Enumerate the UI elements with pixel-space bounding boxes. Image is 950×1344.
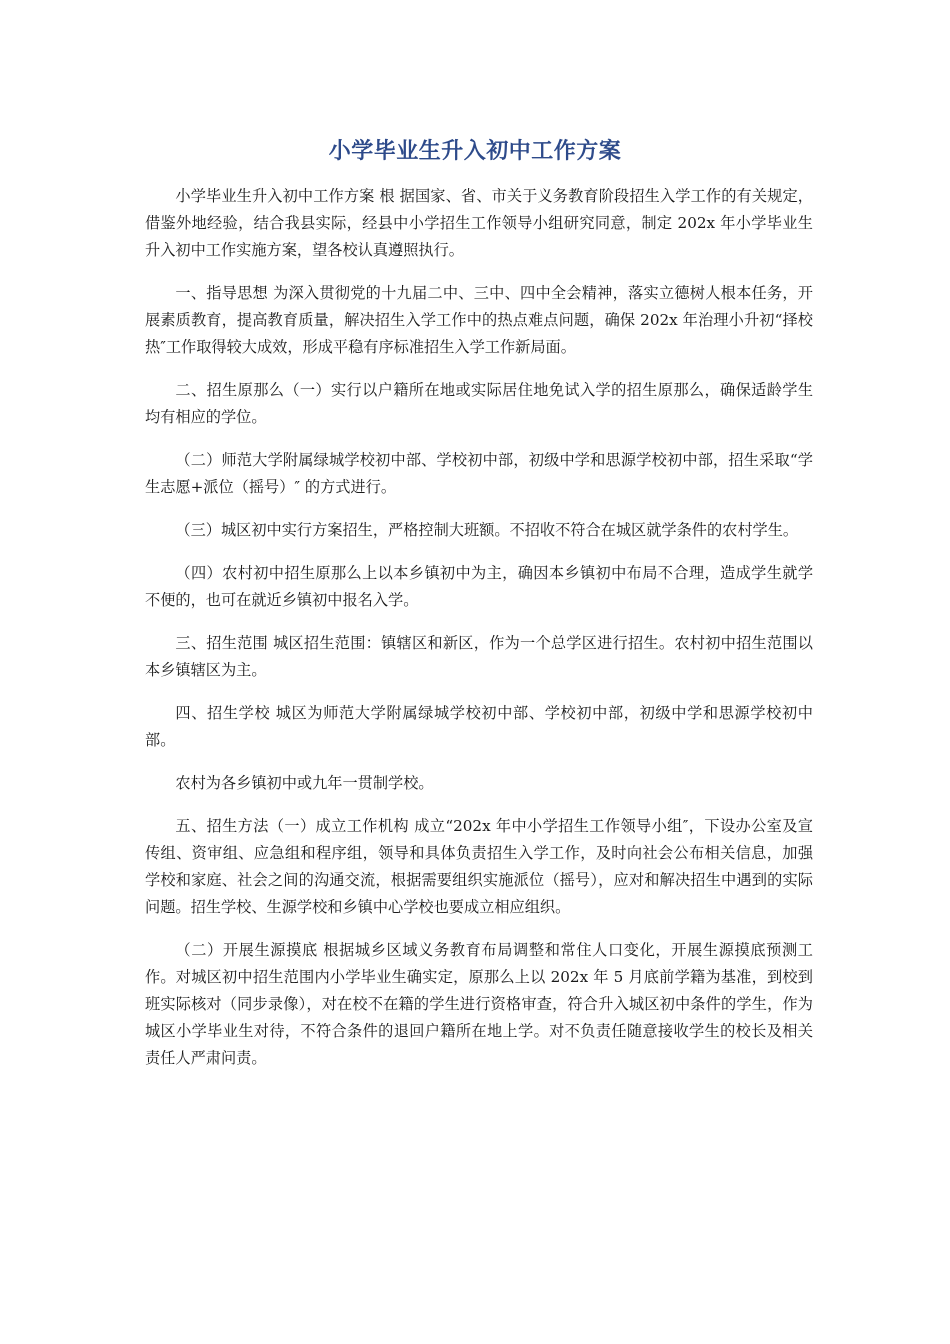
paragraph-rural-schools: 农村为各乡镇初中或九年一贯制学校。 xyxy=(175,774,434,792)
paragraph-intro: 小学毕业生升入初中工作方案 根 据国家、省、市关于义务教育阶段招生入学工作的有关规定，借鉴外地经验，结合我县实际，经县中小学招生工作领导小组研究同意，制定 202x 年小学毕业生升入初中工作实施方案，望各校认真遵照执行。 xyxy=(145,187,813,259)
document-title: 小学毕业生升入初中工作方案 xyxy=(328,139,622,164)
paragraph-principle-1: 二、招生原那么（一）实行以户籍所在地或实际居住地免试入学的招生原那么，确保适龄学生均有相应的学位。 xyxy=(145,381,813,426)
paragraph-schools: 四、招生学校 城区为师范大学附属绿城学校初中部、学校初中部，初级中学和思源学校初中部。 xyxy=(145,704,813,749)
paragraph-principle-2: （二）师范大学附属绿城学校初中部、学校初中部，初级中学和思源学校初中部，招生采取“学生志愿+派位（摇号）″ 的方式进行。 xyxy=(145,451,813,496)
paragraph-method-1: 五、招生方法（一）成立工作机构 成立“202x 年中小学招生工作领导小组″，下设办公室及宣传组、资审组、应急组和程序组，领导和具体负责招生入学工作，及时向社会公布相关信息，加强学校和家庭、社会之间的沟通交流，根据需要组织实施派位（摇号），应对和解决招生中遇到的实际问题。招生学校、生源学校和乡镇中心学校也要成立相应组织。 xyxy=(145,817,813,916)
paragraph-method-2: （二）开展生源摸底 根据城乡区域义务教育布局调整和常住人口变化，开展生源摸底预测工作。对城区初中招生范围内小学毕业生确实定，原那么上以 202x 年 5 月底前学籍为基准，到校到班实际核对（同步录像），对在校不在籍的学生进行资格审查，符合升入城区初中条件的学生，作为城区小学毕业生对待，不符合条件的退回户籍所在地上学。对不负责任随意接收学生的校长及相关责任人严肃问责。 xyxy=(145,941,813,1067)
document-body xyxy=(145,183,813,1088)
paragraph-principle-4: （四）农村初中招生原那么上以本乡镇初中为主，确因本乡镇初中布局不合理，造成学生就学不便的，也可在就近乡镇初中报名入学。 xyxy=(145,564,813,609)
paragraph-scope: 三、招生范围 城区招生范围：镇辖区和新区，作为一个总学区进行招生。农村初中招生范围以本乡镇辖区为主。 xyxy=(145,634,813,679)
paragraph-principle-3: （三）城区初中实行方案招生，严格控制大班额。不招收不符合在城区就学条件的农村学生。 xyxy=(175,521,799,539)
paragraph-guiding-thought: 一、指导思想 为深入贯彻党的十九届二中、三中、四中全会精神，落实立德树人根本任务，开展素质教育，提高教育质量，解决招生入学工作中的热点难点问题，确保 202x 年治理小升初“择校热″工作取得较大成效，形成平稳有序标准招生入学工作新局面。 xyxy=(145,284,813,356)
